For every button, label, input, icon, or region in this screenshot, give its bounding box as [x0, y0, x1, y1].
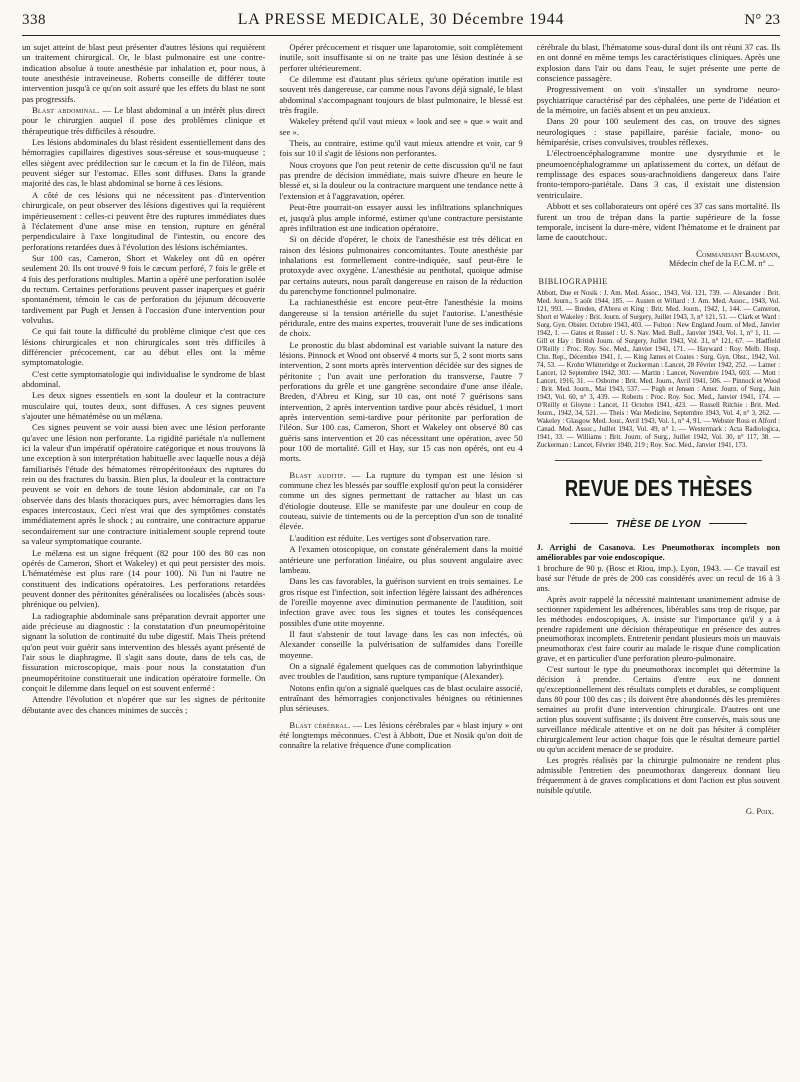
paragraph: Ce qui fait toute la difficulté du problème clinique c'est que ces lésions chirurgicales et non chirurgicales sont très difficiles à différencier précocement, car au début elles ont la même symptomatologie.	[22, 326, 266, 368]
journal-title: LA PRESSE MEDICALE, 30 Décembre 1944	[237, 11, 565, 28]
paragraph: Après avoir rappelé la nécessité maintenant unanimement admise de sectionner rapidement les adhérences, libérables sans trop de risque, par les méthodes endoscopiques, A. insiste sur l'importance qu'il y a à prendre rapidement une décision thérapeutique en présence des autres pneumothorax incomplets. Entretenir pendant plusieurs mois un mauvais pneumothorax c'est faire courir au malade le risque d'une complication grave, et en particulier d'une perforation pleuro-pulmonaire.	[536, 594, 780, 664]
paragraph: Les progrès réalisés par la chirurgie pulmonaire ne rendent plus admissible l'entretien des pneumothorax dangereux donnant lieu fréquemment à de graves complications et dont l'action est plus souvent nuisible qu'utile.	[536, 756, 780, 796]
paragraph: L'audition est réduite. Les vertiges sont d'observation rare.	[289, 532, 491, 543]
paragraph-text: — La rupture du tympan est une lésion si commune chez les blessés par souffle explosif qu'on peut la considérer comme un des signes permettant de rattacher au blast un cas d'étiologie douteuse. Elle se manifeste par une douleur en coup de couteau, suivie de tintements ou de la perception d'un son de tonalité élevée.	[279, 469, 523, 532]
paragraph: Opérer précocement et risquer une laparotomie, soit complètement inutile, soit insuffisante si on ne traite pas une lésion destinée à se perforer ultérieurement.	[279, 42, 523, 73]
page-header	[22, 10, 780, 36]
paragraph: Peut-être pourrait-on essayer aussi les infiltrations splanchniques et, jusqu'à plus ample informé, estimer qu'une contracture persistante après infiltration est une indication opératoire.	[279, 202, 523, 233]
column-2	[279, 42, 522, 1077]
paragraph: Wakeley prétend qu'il vaut mieux « look and see » que « wait and see ».	[279, 116, 523, 137]
bibliography-title: BIBLIOGRAPHIE	[538, 277, 608, 287]
paragraph-blast-auditif	[279, 470, 522, 532]
paragraph: Nous croyons que l'on peut retenir de cette discussion qu'il ne faut pas prendre de décision immédiate, mais suivre d'heure en heure le blessé et, si la douleur ou la contracture marquent une tendance nette à l'extension et à l'aggravation, opérer.	[279, 159, 523, 201]
paragraph: Ce dilemme est d'autant plus sérieux qu'une opération inutile est souvent très dangereuse, car comme nous l'avons déjà signalé, le blast abdominal s'accompagnant toujours de blast pulmonaire, le blessé est très fragile.	[279, 74, 523, 116]
paragraph: Theis, au contraire, estime qu'il vaut mieux attendre et voir, car 9 fois sur 10 il s'agit de lésions non perforantes.	[279, 138, 523, 159]
paragraph: C'est surtout le type du pneumothorax incomplet qui détermine la décision à prendre. Certains d'entre eux ne donnent qu'exceptionnellement des résultats complets et durables, se compliquent dans 80 pour 100 des cas ; ils doivent être abandonnés dès les premières semaines au profit d'une intervention chirurgicale. D'autres ont une action plus souvent suffisante ; ils doivent être conservés, mais sous une surveillance médicale attentive et on ne doit pas hésiter à compléter chirurgicalement leur action chaque fois que le résultat demeure partiel ou qu'un accident menace de se produire.	[536, 665, 780, 755]
issue-number: N° 23	[744, 12, 780, 28]
section-title: Blast auditif.	[289, 469, 347, 480]
paragraph-blast-cerebral	[279, 720, 522, 751]
author-title: Médecin chef de la F.C.M. n° ...	[669, 259, 774, 269]
paragraph: Les deux signes essentiels en sont la douleur et la contracture musculaire qui, toutes deux, sont diffuses. A ces signes peuvent s'ajouter une hématémèse ou un mélæna.	[22, 390, 266, 422]
paragraph: Il faut s'abstenir de tout lavage dans les cas non infectés, où Alexander conseille la pulvérisation de sulfamides dans l'oreille moyenne.	[279, 628, 523, 660]
section-divider	[555, 460, 762, 461]
paragraph: Ces signes peuvent se voir aussi bien avec une lésion perforante qu'avec une lésion non perforante. La rigidité pariétale n'a nullement ici la valeur d'un impératif opératoire catégorique et nous trouvons là une exception à son interprétation habituelle avec laquelle nous a déjà familiarisés l'étude des hématomes rétropéritonéaux des ruptures du rein ou des fractures du bassin. Bien plus, la douleur et la contracture peuvent se voir en dehors de toute lésion abdominale, car on l'a observée dans des blasts thoraciques purs, avec hémorragies dans les espaces intercostaux. Ceci n'est vrai que des symptômes constatés immédiatement après le shock ; au contraire, une contracture apparue secondairement sur une contracture initialement souple reprend toute sa valeur symptomatique courante.	[22, 422, 266, 547]
paragraph: A l'examen otoscopique, on constate généralement dans la moitié antérieure une perforation linéaire, ou plus souvent angulaire avec lambeau.	[279, 544, 523, 575]
these-reference-detail: 1 brochure de 90 p. (Bosc et Riou, imp.). Lyon, 1943. — Ce travail est basé sur l'étude de près de 200 cas considérés avec un recul de 16 à 3 ans.	[536, 563, 780, 593]
revue-des-theses-title: REVUE DES THÈSES	[564, 474, 753, 501]
paragraph: Dans les cas favorables, la guérison survient en trois semaines. Le gros risque est l'infection, soit infection légère laissant des adhérences de l'oreille moyenne avec diminution permanente de l'audition, soit infection grave avec tous les signes et toutes les conséquences possibles d'une otite moyenne.	[279, 576, 523, 628]
bibliography-text: Abbott, Due et Nosik : J. Am. Med. Assoc., 1943, Vol. 121, 739. — Alexander : Brit. Med. Journ., 5 août 1944, 185. — Austen et Willard : J. Am. Med. Assoc., 1943, Vol. 121, 993. — Breden, d'Abreu et King : Brit. Med. Journ., 1942, 1, 144. — Cameron, Short et Wakeley : Brit. Journ. of Surgery, Juillet 1943, 3, n° 121, 51. — Clark et Ward : Surg. Gyn. Obstet. Octobre 1943, 403. — Fulton : New England Journ. of Med., Janvier 1942, 1. — Gates et Russel : U. S. Nav. Med. Bull., Janvier 1943, Vol. 1, n° 1, 11. — Gill et Hay : British Journ. of Surgery, Juillet 1943, Vol. 31, n° 121, 67. — Hadfield O'Reilly : Proc. Roy. Soc. Med., Janvier 1941, 171. — Hayward : Roy. Melb. Hosp. Clin. Rep., Décembre 1941, 1. — King James et Coates : Surg. Gyn. Obst., 1942, Vol. 74, 53. — Krohn Whitteridge et Zuckerman : Lancet, 28 Février 1942, 252. — Latner : Lancet, 12 Septembre 1942, 303. — Martin : Lancet, Novembre 1943, 603. — Mott : Lancet, 1916, 31. — Osborne : Brit. Med. Journ., Avril 1941, 506. — Pinnock et Wood : Brit. Med. Journ., Mai 1943, 537. — Pugh et Jensen : Amer. Journ. of Surg., Juin 1943, Vol. 60, n° 3, 439. — Roberts : Proc. Roy. Soc. Med., Janvier 1941, 174. — O'Reilly et Gloyne : Lancet, 11 Octobre 1941, 423. — Russell Ritchie : Brit. Med. Journ., 1942, 34, 521. — Theis : War Medicine, Septembre 1943, Vol. 4, n° 3, 262. — Wakeley : Glasgow Med. Jour., Avril 1943, Vol. 1, n° 4, 91. — Webster Ross et Alford : Canad. Med. Assoc., Juillet 1943, Vol. 49, n° 1. — Westermark : Acta Radiologica, 1941, 33. — Williams : Brit. Journ. of Surg., Juillet 1942, Vol. 30, n° 117, 38. — Zuckerman : Lancet, Février 1940, 219 ; Roy. Soc. Med., Janvier 1941, 173.	[536, 289, 780, 449]
header-rule-right	[709, 523, 747, 524]
paragraph: Progressivement on voit s'installer un syndrome neuro-psychiatrique caractérisé par des céphalées, une perte de l'idéation et de la mémoire, un faciès absent et un peu anxieux.	[536, 84, 780, 116]
page-number: 338	[22, 12, 46, 28]
paragraph: C'est cette symptomatologie qui individualise le syndrome de blast abdominal.	[22, 368, 266, 389]
these-reference: J. Arrighi de Casanova. Les Pneumothorax incomplets non améliorables par voie endoscopique.	[536, 542, 780, 562]
paragraph: Attendre l'évolution et n'opérer que sur les signes de péritonite débutante avec des chances minimes de succès ;	[22, 694, 266, 715]
paragraph: un sujet atteint de blast peut présenter d'autres lésions qui requièrent un traitement chirurgical. Or, le blast pulmonaire est une contre-indication absolue à toute anesthésie par inhalation et, pour nous, à toute anesthésie intraveineuse. Roberts conseille de différer toute intervention jusqu'à ce qu'on soit assuré que les effets du blast ne sont pas progressifs.	[22, 42, 266, 104]
reviewer-signature: G. Poix.	[745, 806, 774, 817]
paragraph-text: — Les lésions cérébrales par « blast injury » ont été longtemps méconnues. C'est à Abbott, Due et Nosik qu'on doit de connaître la relative fréquence d'une complication	[279, 719, 523, 751]
section-title: Blast cérébral.	[289, 719, 351, 730]
paragraph: Sur 100 cas, Cameron, Short et Wakeley ont dû en opérer seulement 20. Ils ont trouvé 9 fois le cæcum perforé, 7 fois le grêle et 4 fois des perforations multiples. Martin a opéré une perforation isolée du rectum. Certaines perforations peuvent passer inaperçues et guérir spontanément, témoin le cas de perforation du jéjunum découverte tardivement par Pugh et Jensen à l'occasion d'une intervention pour volvulus.	[22, 252, 266, 325]
paragraph: Le mélæna est un signe fréquent (82 pour 100 des 80 cas non opérés de Cameron, Short et Wakeley) et qui peut persister des mois. L'hématémèse est plus rare (14 pour 100). Ni l'un ni l'autre ne constituent des indications opératoires. Les perforations retardées peuvent donner des péritonites généralisées ou localisées (abcès sous-phrénique ou pelvien).	[22, 547, 266, 610]
paragraph: La radiographie abdominale sans préparation devrait apporter une aide précieuse au diagnostic : la constatation d'un pneumopéritoine signant la solution de continuité du tube digestif. Mais Theis prétend qu'on peut voir guérir sans intervention des blessés ayant présenté de l'air sous le diaphragme. Il s'agit sans doute, dans de tels cas, de fissuration microscopique, mais pour nous la constatation d'un pneumopéritoine constituerait une indication opératoire formelle. On conçoit le dilemme dans lequel on est souvent enfermé :	[22, 610, 266, 693]
these-section-header	[537, 519, 780, 531]
paragraph: Abbott et ses collaborateurs ont opéré ces 37 cas sans mortalité. Ils furent un trou de trépan dans la partie supérieure de la fosse temporale, incisent la dure-mère, vident l'hématome et le drainent par lame de caoutchouc.	[536, 201, 780, 243]
paragraph: A côté de ces lésions qui ne nécessitent pas d'intervention chirurgicale, on peut observer des lésions digestives qui la requièrent impérieusement : celles-ci peuvent être des ruptures immédiates dues à l'éclatement d'une anse mise en tension, rupture en général perpendiculaire à l'axe longitudinal de l'intestin, ou encore des perforations retardées dues à l'évolution des lésions ischémiantes.	[22, 189, 266, 252]
author-signature: Commandant Baumann,	[696, 248, 780, 259]
paragraph: cérébrale du blast, l'hématome sous-dural dont ils ont réuni 37 cas. Ils en ont donné en même temps les caractéristiques cliniques. Après une explosion dans l'air ou dans l'eau, le sujet présente une perte de conscience passagère.	[536, 42, 780, 84]
paragraph: L'électroencéphalogramme montre une dysrythmie et le pneumoencéphalogramme un aplatissement du cortex, un défaut de remplissage des espaces sous-arachnoïdiens dangereux dans l'aire fronto-temporo-pariétale. Dans 3 cas, il existait une distension ventriculaire.	[536, 148, 780, 200]
columns	[22, 42, 780, 1077]
section-title: Blast abdominal.	[32, 105, 100, 116]
paragraph: Notons enfin qu'on a signalé quelques cas de blast oculaire associé, entraînant des hémorragies conjonctivales bénignes ou rétiniennes plus sérieuses.	[279, 682, 523, 714]
column-3	[537, 42, 780, 1077]
paragraph: On a signalé également quelques cas de commotion labyrinthique avec troubles de l'audition, sans rupture tympanique (Alexander).	[279, 660, 523, 682]
paragraph-blast-abdominal	[22, 105, 265, 136]
column-1	[22, 42, 265, 1077]
paragraph: Si on décide d'opérer, le choix de l'anesthésie est très délicat en raison des lésions pulmonaires concomitantes. Toute anesthésie par inhalations est formellement contre-indiquée, sauf peut-être le protoxyde avec oxygène. L'anesthésie au penthotal, quoique admise par certains auteurs, nous paraît dangereuse en raison de la réduction du parenchyme fonctionnel pulmonaire.	[279, 234, 523, 296]
paragraph: La rachianesthésie est encore peut-être l'anesthésie la moins dangereuse si la tension artérielle du sujet l'autorise. L'anesthésie péridurale, entre des mains expertes, trouverait l'une de ses indications de choix.	[279, 297, 523, 339]
header-rule-left	[570, 523, 608, 524]
paragraph: Le pronostic du blast abdominal est variable suivant la nature des lésions. Pinnock et Wood ont observé 4 morts sur 5, 2 sont morts sans intervention, 2 sont morts après intervention décidée sur des signes de péritonite ; l'un avait une perforation du transverse, l'autre 7 perforations du grêle et une gangrène secondaire d'une anse iléale. Breden, d'Abreu et King, sur 10 cas, ont noté 7 guérisons sans intervention, 2 après intervention tardive pour abcès résiduel, 1 mort après intervention semi-tardive pour péritonite par perforation de l'iléon. Sur 100 cas, Cameron, Short et Wakeley ont observé 80 cas guéris sans intervention et 20 cas nécessitant une opération, avec 50 pour 100 de mortalité. Gill et Hay, sur 15 cas non opérés, ont eu 4 morts.	[279, 339, 523, 464]
paragraph: Dans 20 pour 100 seulement des cas, on trouve des signes neurologiques : stase papillaire, parésie faciale, mono- ou hémiparésie, crises convulsives, troubles réflexes.	[536, 116, 780, 148]
paragraph-text: — Le blast abdominal a un intérêt plus direct pour le chirurgien auquel il pose des problèmes clinique et thérapeutique très difficiles à résoudre.	[22, 105, 266, 136]
these-header-label: THÈSE DE LYON	[615, 518, 701, 530]
paragraph: Les lésions abdominales du blast résident essentiellement dans des hémorragies capillaires digestives sous-séreuse et sous-muqueuse ; elles siègent avec prédilection sur le cæcum et la fin de l'iléon, mais peuvent siéger sur l'estomac. Elles sont diffuses. Dans la grande majorité des cas, le blast abdominal se borne à ces lésions.	[22, 137, 266, 189]
